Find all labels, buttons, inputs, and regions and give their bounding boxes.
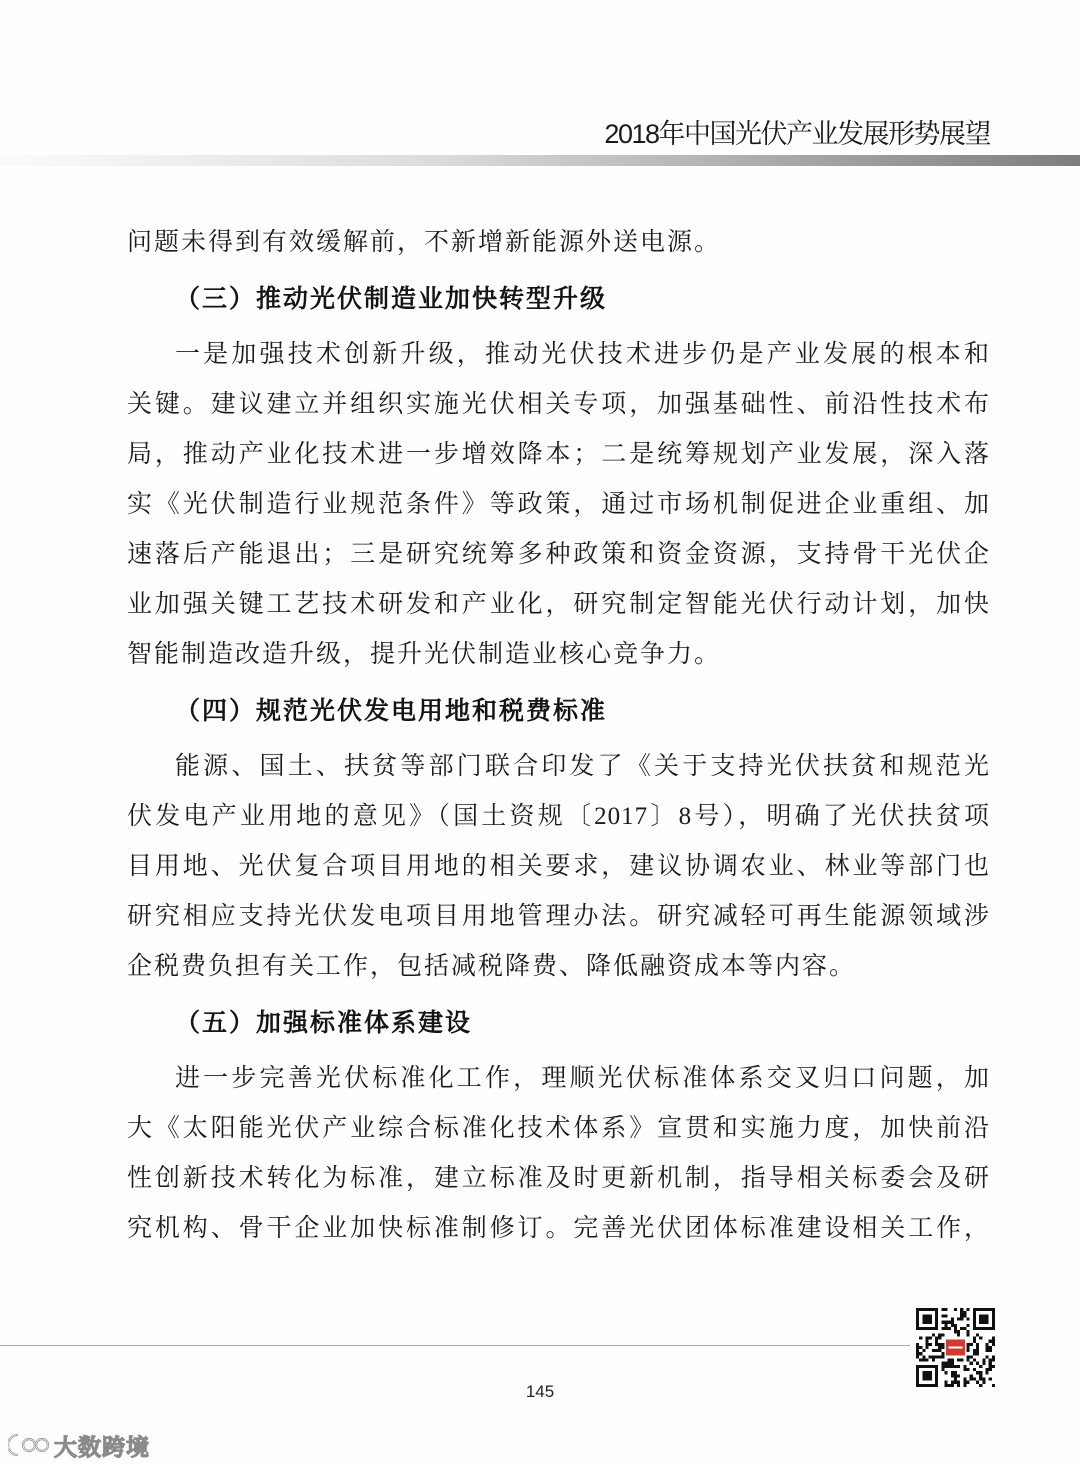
qr-module: [979, 1374, 982, 1377]
qr-module: [963, 1314, 966, 1317]
running-header: 2018年中国光伏产业发展形势展望: [604, 119, 990, 149]
qr-module: [925, 1346, 928, 1349]
qr-module: [951, 1374, 954, 1377]
qr-module: [941, 1346, 944, 1349]
qr-module: [941, 1355, 944, 1358]
qr-module: [938, 1355, 941, 1358]
qr-module: [935, 1343, 938, 1346]
watermark: [8, 1428, 150, 1462]
qr-module: [967, 1317, 970, 1320]
qr-module: [916, 1352, 919, 1355]
qr-module: [967, 1359, 970, 1362]
qr-module: [963, 1327, 966, 1330]
qr-module: [973, 1340, 976, 1343]
qr-module: [976, 1362, 979, 1365]
qr-finder-pattern: [922, 1314, 931, 1323]
qr-module: [989, 1365, 992, 1368]
header-gradient-bar: [0, 155, 1080, 166]
qr-module: [957, 1317, 960, 1320]
text-line: 一是加强技术创新升级，推动光伏技术进步仍是产业发展的根本和: [175, 341, 990, 368]
qr-module: [941, 1327, 944, 1330]
text-line: 业加强关键工艺技术研发和产业化，研究制定智能光伏行动计划，加快: [127, 591, 990, 618]
qr-module: [941, 1314, 944, 1317]
qr-module: [919, 1346, 922, 1349]
qr-module: [925, 1343, 928, 1346]
qr-module: [916, 1355, 919, 1358]
qr-module: [973, 1336, 976, 1339]
qr-module: [944, 1365, 947, 1368]
qr-module: [922, 1355, 925, 1358]
qr-module: [976, 1371, 979, 1374]
qr-module: [941, 1308, 944, 1311]
qr-module: [992, 1355, 995, 1358]
qr-module: [941, 1333, 944, 1336]
qr-module: [976, 1349, 979, 1352]
watermark-text: 大数跨境: [54, 1434, 150, 1461]
text-line: 究机构、骨干企业加快标准制修订。完善光伏团体标准建设相关工作，: [127, 1215, 990, 1242]
qr-module: [954, 1365, 957, 1368]
qr-module: [944, 1308, 947, 1311]
qr-module: [957, 1365, 960, 1368]
text-line: 企税费负担有关工作，包括减税降费、降低融资成本等内容。: [127, 953, 857, 980]
qr-module: [967, 1346, 970, 1349]
qr-module: [960, 1308, 963, 1311]
qr-module: [944, 1314, 947, 1317]
qr-module: [967, 1333, 970, 1336]
qr-module: [948, 1362, 951, 1365]
section-heading: （五）加强标准体系建设: [175, 1008, 473, 1037]
qr-module: [957, 1359, 960, 1362]
qr-module: [932, 1355, 935, 1358]
qr-module: [919, 1336, 922, 1339]
qr-module: [954, 1324, 957, 1327]
text-line: 智能制造改造升级，提升光伏制造业核心竞争力。: [127, 641, 722, 668]
qr-module: [919, 1359, 922, 1362]
text-line: 大《太阳能光伏产业综合标准化技术体系》宣贯和实施力度，加快前沿: [127, 1115, 990, 1142]
qr-module: [989, 1359, 992, 1362]
qr-module: [992, 1340, 995, 1343]
qr-module: [989, 1362, 992, 1365]
text-line: 关键。建议建立并组织实施光伏相关专项，加强基础性、前沿性技术布: [127, 391, 990, 418]
qr-module: [970, 1355, 973, 1358]
qr-module: [951, 1362, 954, 1365]
qr-module: [979, 1371, 982, 1374]
qr-module: [935, 1336, 938, 1339]
text-line: 能源、国土、扶贫等部门联合印发了《关于支持光伏扶贫和规范光: [175, 753, 990, 780]
qr-module: [976, 1352, 979, 1355]
qr-module: [957, 1333, 960, 1336]
qr-module: [992, 1343, 995, 1346]
qr-module: [992, 1365, 995, 1368]
qr-module: [951, 1365, 954, 1368]
qr-module: [963, 1365, 966, 1368]
qr-module: [989, 1340, 992, 1343]
qr-module: [970, 1343, 973, 1346]
text-line: 目用地、光伏复合项目用地的相关要求，建议协调农业、林业等部门也: [127, 853, 990, 880]
page-number: 145: [525, 1382, 555, 1401]
qr-module: [963, 1368, 966, 1371]
qr-module: [986, 1343, 989, 1346]
qr-module: [938, 1343, 941, 1346]
qr-module: [941, 1343, 944, 1346]
qr-module: [973, 1359, 976, 1362]
qr-module: [951, 1359, 954, 1362]
qr-module: [967, 1324, 970, 1327]
qr-module: [944, 1362, 947, 1365]
watermark-logo-icon: [8, 1430, 50, 1460]
qr-module: [954, 1374, 957, 1377]
qr-module: [948, 1365, 951, 1368]
qr-module: [973, 1352, 976, 1355]
qr-module: [967, 1343, 970, 1346]
qr-module: [957, 1374, 960, 1377]
qr-module: [954, 1330, 957, 1333]
qr-module: [916, 1346, 919, 1349]
qr-module: [935, 1355, 938, 1358]
qr-module: [982, 1362, 985, 1365]
qr-module: [929, 1343, 932, 1346]
qr-module: [941, 1352, 944, 1355]
qr-module: [935, 1340, 938, 1343]
qr-module: [938, 1349, 941, 1352]
qr-module: [973, 1349, 976, 1352]
qr-module: [938, 1333, 941, 1336]
qr-module: [986, 1371, 989, 1374]
qr-module: [941, 1365, 944, 1368]
qr-module: [951, 1324, 954, 1327]
qr-module: [938, 1336, 941, 1339]
qr-module: [963, 1311, 966, 1314]
qr-module: [986, 1368, 989, 1371]
qr-module: [925, 1359, 928, 1362]
qr-module: [929, 1355, 932, 1358]
qr-module: [925, 1336, 928, 1339]
qr-module: [951, 1317, 954, 1320]
qr-module: [986, 1349, 989, 1352]
qr-module: [976, 1333, 979, 1336]
qr-module: [960, 1311, 963, 1314]
qr-module: [922, 1349, 925, 1352]
qr-module: [960, 1317, 963, 1320]
qr-module: [935, 1349, 938, 1352]
qr-module: [982, 1359, 985, 1362]
text-line: 局，推动产业化技术进一步增效降本；二是统筹规划产业发展，深入落: [127, 441, 990, 468]
qr-module: [967, 1349, 970, 1352]
qr-module: [992, 1359, 995, 1362]
qr-module: [973, 1368, 976, 1371]
qr-finder-pattern: [979, 1314, 988, 1323]
text-line: 性创新技术转化为标准，建立标准及时更新机制，指导相关标委会及研: [127, 1165, 990, 1192]
qr-module: [992, 1336, 995, 1339]
qr-module: [932, 1349, 935, 1352]
text-line: 研究相应支持光伏发电项目用地管理办法。研究减轻可再生能源领域涉: [127, 903, 990, 930]
qr-center-logo: [949, 1347, 963, 1349]
qr-code-icon: [916, 1308, 995, 1387]
qr-module: [970, 1362, 973, 1365]
qr-module: [932, 1333, 935, 1336]
qr-module: [986, 1355, 989, 1358]
qr-module: [960, 1327, 963, 1330]
qr-module: [916, 1343, 919, 1346]
text-line: 进一步完善光伏标准化工作，理顺光伏标准体系交叉归口问题，加: [175, 1065, 990, 1092]
qr-module: [954, 1371, 957, 1374]
text-body: [127, 218, 990, 1254]
qr-module: [976, 1346, 979, 1349]
footer-rule: [0, 1345, 910, 1346]
qr-module: [967, 1355, 970, 1358]
qr-module: [967, 1330, 970, 1333]
section-heading: （三）推动光伏制造业加快转型升级: [175, 284, 608, 313]
qr-module: [948, 1321, 951, 1324]
qr-module: [979, 1365, 982, 1368]
qr-module: [960, 1314, 963, 1317]
qr-module: [925, 1340, 928, 1343]
qr-module: [941, 1321, 944, 1324]
qr-module: [941, 1368, 944, 1371]
qr-module: [951, 1321, 954, 1324]
text-line: 实《光伏制造行业规范条件》等政策，通过市场机制促进企业重组、加: [127, 491, 990, 518]
qr-module: [989, 1346, 992, 1349]
qr-module: [916, 1349, 919, 1352]
qr-module: [944, 1327, 947, 1330]
qr-module: [951, 1371, 954, 1374]
qr-module: [944, 1324, 947, 1327]
text-line: 伏发电产业用地的意见》（国土资规〔2017〕8号），明确了光伏扶贫项: [127, 803, 990, 830]
qr-module: [938, 1346, 941, 1349]
section-heading: （四）规范光伏发电用地和税费标准: [175, 696, 608, 725]
qr-module: [989, 1349, 992, 1352]
qr-module: [954, 1308, 957, 1311]
qr-module: [970, 1374, 973, 1377]
qr-module: [976, 1343, 979, 1346]
qr-module: [960, 1359, 963, 1362]
qr-module: [941, 1362, 944, 1365]
qr-module: [957, 1330, 960, 1333]
qr-module: [944, 1371, 947, 1374]
qr-module: [929, 1336, 932, 1339]
text-line: 速落后产能退出；三是研究统筹多种政策和资金资源，支持骨干光伏企: [127, 541, 990, 568]
qr-module: [979, 1336, 982, 1339]
qr-module: [954, 1327, 957, 1330]
qr-module: [948, 1327, 951, 1330]
qr-module: [986, 1346, 989, 1349]
qr-module: [919, 1352, 922, 1355]
qr-module: [967, 1368, 970, 1371]
qr-module: [967, 1308, 970, 1311]
qr-module: [932, 1359, 935, 1362]
qr-module: [948, 1359, 951, 1362]
qr-module: [922, 1359, 925, 1362]
qr-module: [989, 1368, 992, 1371]
text-line: 问题未得到有效缓解前，不新增新能源外送电源。: [127, 229, 722, 256]
qr-module: [944, 1321, 947, 1324]
